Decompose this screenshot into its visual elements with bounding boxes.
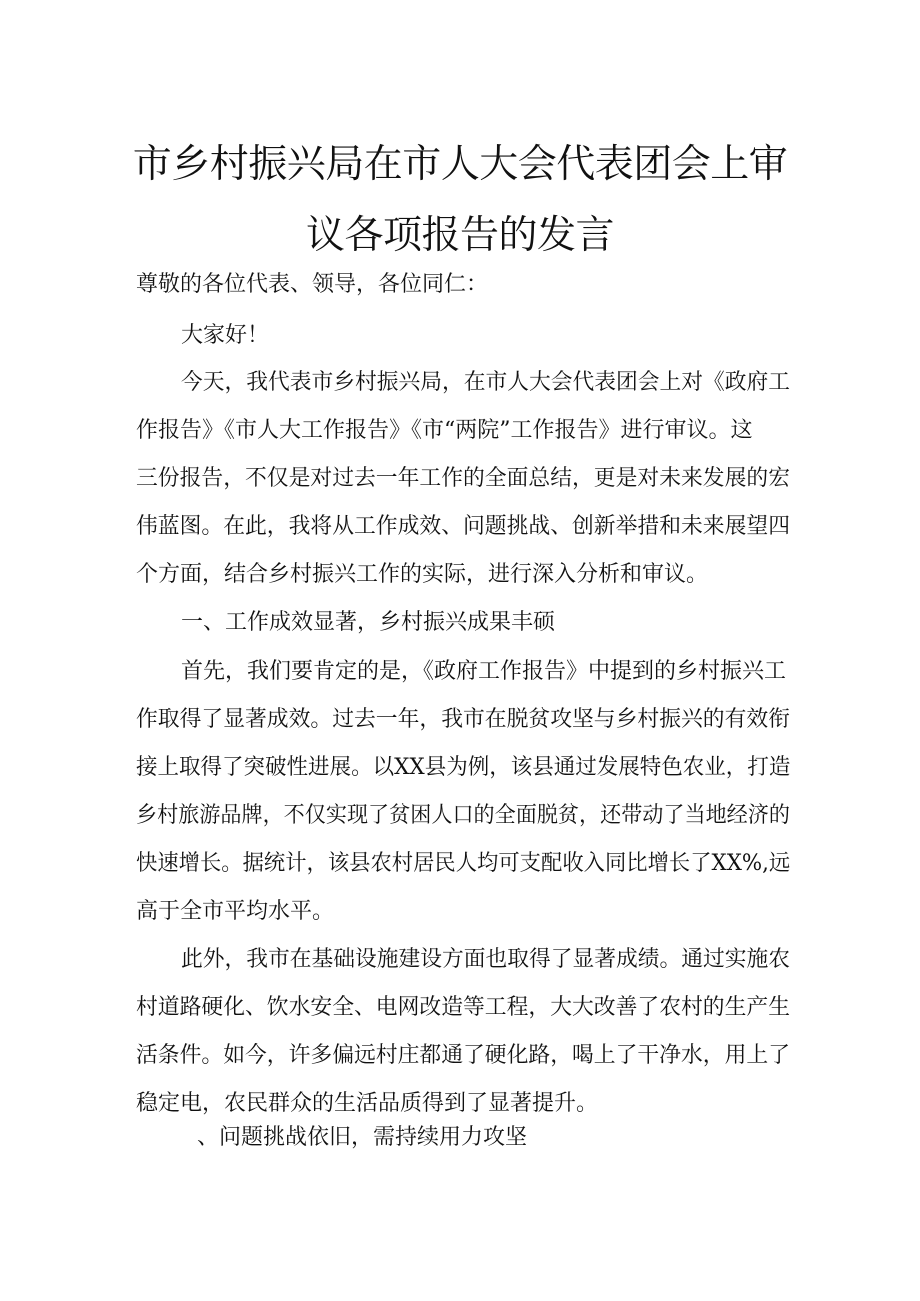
section-heading-2: 、问题挑战依旧，需持续用力攻坚: [197, 1125, 528, 1150]
paragraph-line: 今天，我代表市乡村振兴局，在市人大会代表团会上对《政府工: [181, 370, 790, 395]
paragraph-line: 快速增长。据统计，该县农村居民人均可支配收入同比增长了XX%,远: [136, 851, 791, 876]
section-heading-1: 一、工作成效显著，乡村振兴成果丰硕: [181, 610, 556, 635]
paragraph-line: 个方面，结合乡村振兴工作的实际，进行深入分析和审议。: [136, 562, 709, 587]
paragraph-line: 作报告》《市人大工作报告》《市“两院”工作报告》进行审议。这: [136, 418, 753, 443]
paragraph-line: 此外，我市在基础设施建设方面也取得了显著成绩。通过实施农: [181, 947, 790, 972]
paragraph-line: 活条件。如今，许多偏远村庄都通了硬化路，喝上了干净水，用上了: [136, 1043, 791, 1068]
greeting: 大家好！: [181, 323, 270, 348]
paragraph-line: 稳定电，农民群众的生活品质得到了显著提升。: [136, 1091, 599, 1116]
document-title-line-1: 市乡村振兴局在市人大会代表团会上审: [132, 142, 788, 187]
paragraph-line: 三份报告，不仅是对过去一年工作的全面总结，更是对未来发展的宏: [136, 466, 791, 491]
paragraph-line: 首先，我们要肯定的是，《政府工作报告》中提到的乡村振兴工: [181, 659, 787, 684]
paragraph-line: 伟蓝图。在此，我将从工作成效、问题挑战、创新举措和未来展望四: [136, 514, 791, 539]
paragraph-line: 作取得了显著成效。过去一年，我市在脱贫攻坚与乡村振兴的有效衔: [136, 707, 791, 732]
paragraph-line: 村道路硬化、饮水安全、电网改造等工程，大大改善了农村的生产生: [136, 995, 791, 1020]
paragraph-line: 乡村旅游品牌，不仅实现了贫困人口的全面脱贫，还带动了当地经济的: [136, 803, 790, 828]
paragraph-line: 高于全市平均水平。: [136, 899, 335, 924]
document-title-line-2: 议各项报告的发言: [305, 213, 614, 258]
paragraph-line: 接上取得了突破性进展。以XX县为例，该县通过发展特色农业，打造: [136, 755, 791, 780]
salutation: 尊敬的各位代表、领导，各位同仁：: [136, 272, 489, 297]
